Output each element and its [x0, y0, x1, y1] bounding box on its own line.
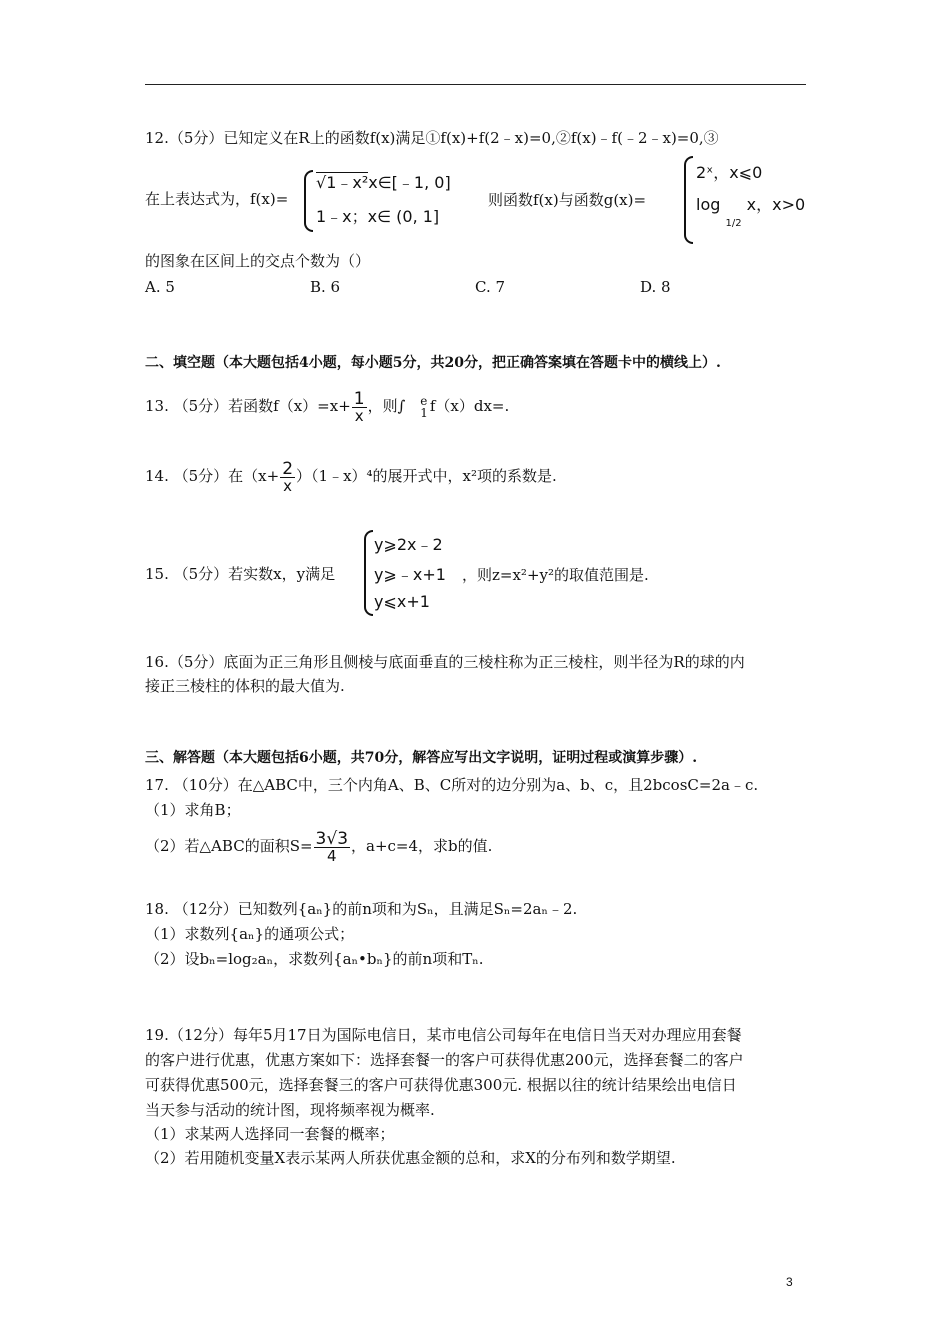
q12-line3: 的图象在区间上的交点个数为（） [145, 252, 371, 270]
q14-frac-num: 2 [282, 458, 294, 479]
q15-prefix: 15. （5分）若实数x，y满足 [145, 565, 336, 583]
q12-option-a: A. 5 [145, 278, 175, 296]
q13-fraction [352, 388, 367, 425]
q19-line4: 当天参与活动的统计图，现将频率视为概率. [145, 1101, 435, 1119]
q19-line6: （2）若用随机变量X表示某两人所获优惠金额的总和，求X的分布列和数学期望. [145, 1149, 676, 1167]
q12-f-brace [304, 170, 313, 232]
q19-line1: 19.（12分）每年5月17日为国际电信日，某市电信公司每年在电信日当天对办理应用套餐 [145, 1026, 742, 1044]
q17-frac-den: 4 [327, 846, 337, 865]
q13-limits [420, 395, 428, 419]
q13-tail: f（x）dx=. [429, 397, 510, 415]
q12-g-brace [684, 156, 693, 244]
q12-f-case1-expr: √1﹣x² [316, 173, 369, 192]
q12-f-case2: 1﹣x；x∈ (0, 1] [316, 207, 440, 226]
q12-g-case2 [696, 192, 806, 229]
q12-f-case1 [316, 170, 451, 193]
q17-fraction [314, 828, 350, 865]
q16-line2: 接正三棱柱的体积的最大值为. [145, 677, 345, 695]
q18-line2: （1）求数列{aₙ}的通项公式； [145, 925, 355, 943]
q16-line1: 16.（5分）底面为正三角形且侧棱与底面垂直的三棱柱称为正三棱柱，则半径为R的球的内 [145, 653, 745, 671]
q14-fraction [280, 458, 295, 495]
q12-line1: 12.（5分）已知定义在R上的函数f(x)满足①f(x)+f(2﹣x)=0,②f(x)﹣f(﹣2﹣x)=0,③ [145, 129, 719, 147]
q18-line3: （2）设bₙ=log₂aₙ，求数列{aₙ•bₙ}的前n项和Tₙ. [145, 950, 484, 968]
q13-prefix: 13. （5分）若函数f（x）=x+ [145, 397, 351, 415]
q19-line3: 可获得优惠500元，选择套餐三的客户可获得优惠300元. 根据以往的统计结果绘出电信日 [145, 1076, 737, 1094]
q19-line5: （1）求某两人选择同一套餐的概率； [145, 1125, 395, 1143]
section3-heading: 三、解答题（本大题包括6小题，共70分，解答应写出文字说明，证明过程或演算步骤）. [145, 750, 698, 766]
q12-option-d: D. 8 [640, 278, 671, 296]
q14-tail: ）（1﹣x）⁴的展开式中，x²项的系数是. [296, 467, 557, 485]
q17-line2: （1）求角B； [145, 801, 241, 819]
q17-line3-tail: ，a+c=4，求b的值. [351, 837, 493, 855]
section2-heading: 二、填空题（本大题包括4小题，每小题5分，共20分，把正确答案填在答题卡中的横线上）. [145, 355, 721, 371]
q18-line1: 18. （12分）已知数列{aₙ}的前n项和为Sₙ，且满足Sₙ=2aₙ﹣2. [145, 900, 578, 918]
q12-g-log: log [696, 195, 721, 214]
q13-lower: 1 [420, 406, 428, 420]
q13-middle: ，则∫ [367, 397, 406, 415]
q15-tail: ，则z=x²+y²的取值范围是. [462, 566, 649, 584]
q12-g-tail: x，x>0 [746, 195, 806, 214]
header-rule [145, 84, 806, 85]
q12-g-base: 1/2 [725, 218, 742, 229]
q19-line2: 的客户进行优惠，优惠方案如下：选择套餐一的客户可获得优惠200元，选择套餐二的客户 [145, 1051, 744, 1069]
q12-prefix: 在上表达式为，f(x)= [145, 190, 289, 208]
q17-line1: 17. （10分）在△ABC中，三个内角A、B、C所对的边分别为a、b、c，且2bcosC=2a﹣c. [145, 776, 759, 794]
q13-frac-num: 1 [353, 388, 365, 409]
q17-line3 [145, 826, 492, 866]
q17-frac-num: 3√3 [315, 828, 349, 849]
q13-line [145, 388, 509, 424]
q15-c1: y⩾2x﹣2 [374, 535, 443, 554]
page-number: 3 [786, 1275, 793, 1289]
q15-brace [364, 530, 373, 616]
q15-c3: y⩽x+1 [374, 592, 430, 611]
q15-c2: y⩾﹣x+1 [374, 565, 446, 584]
q17-line3-prefix: （2）若△ABC的面积S= [145, 837, 313, 855]
q14-line [145, 458, 557, 494]
q13-frac-den: x [354, 406, 364, 425]
q12-f-case1-cond: x∈[﹣1, 0] [368, 173, 451, 192]
q14-prefix: 14. （5分）在（x+ [145, 467, 280, 485]
q12-option-b: B. 6 [310, 278, 341, 296]
q12-middle: 则函数f(x)与函数g(x)= [488, 191, 647, 209]
q13-upper: e [420, 394, 428, 408]
q14-frac-den: x [283, 476, 293, 495]
q12-option-c: C. 7 [475, 278, 506, 296]
q12-g-case1: 2ˣ，x⩽0 [696, 163, 763, 182]
